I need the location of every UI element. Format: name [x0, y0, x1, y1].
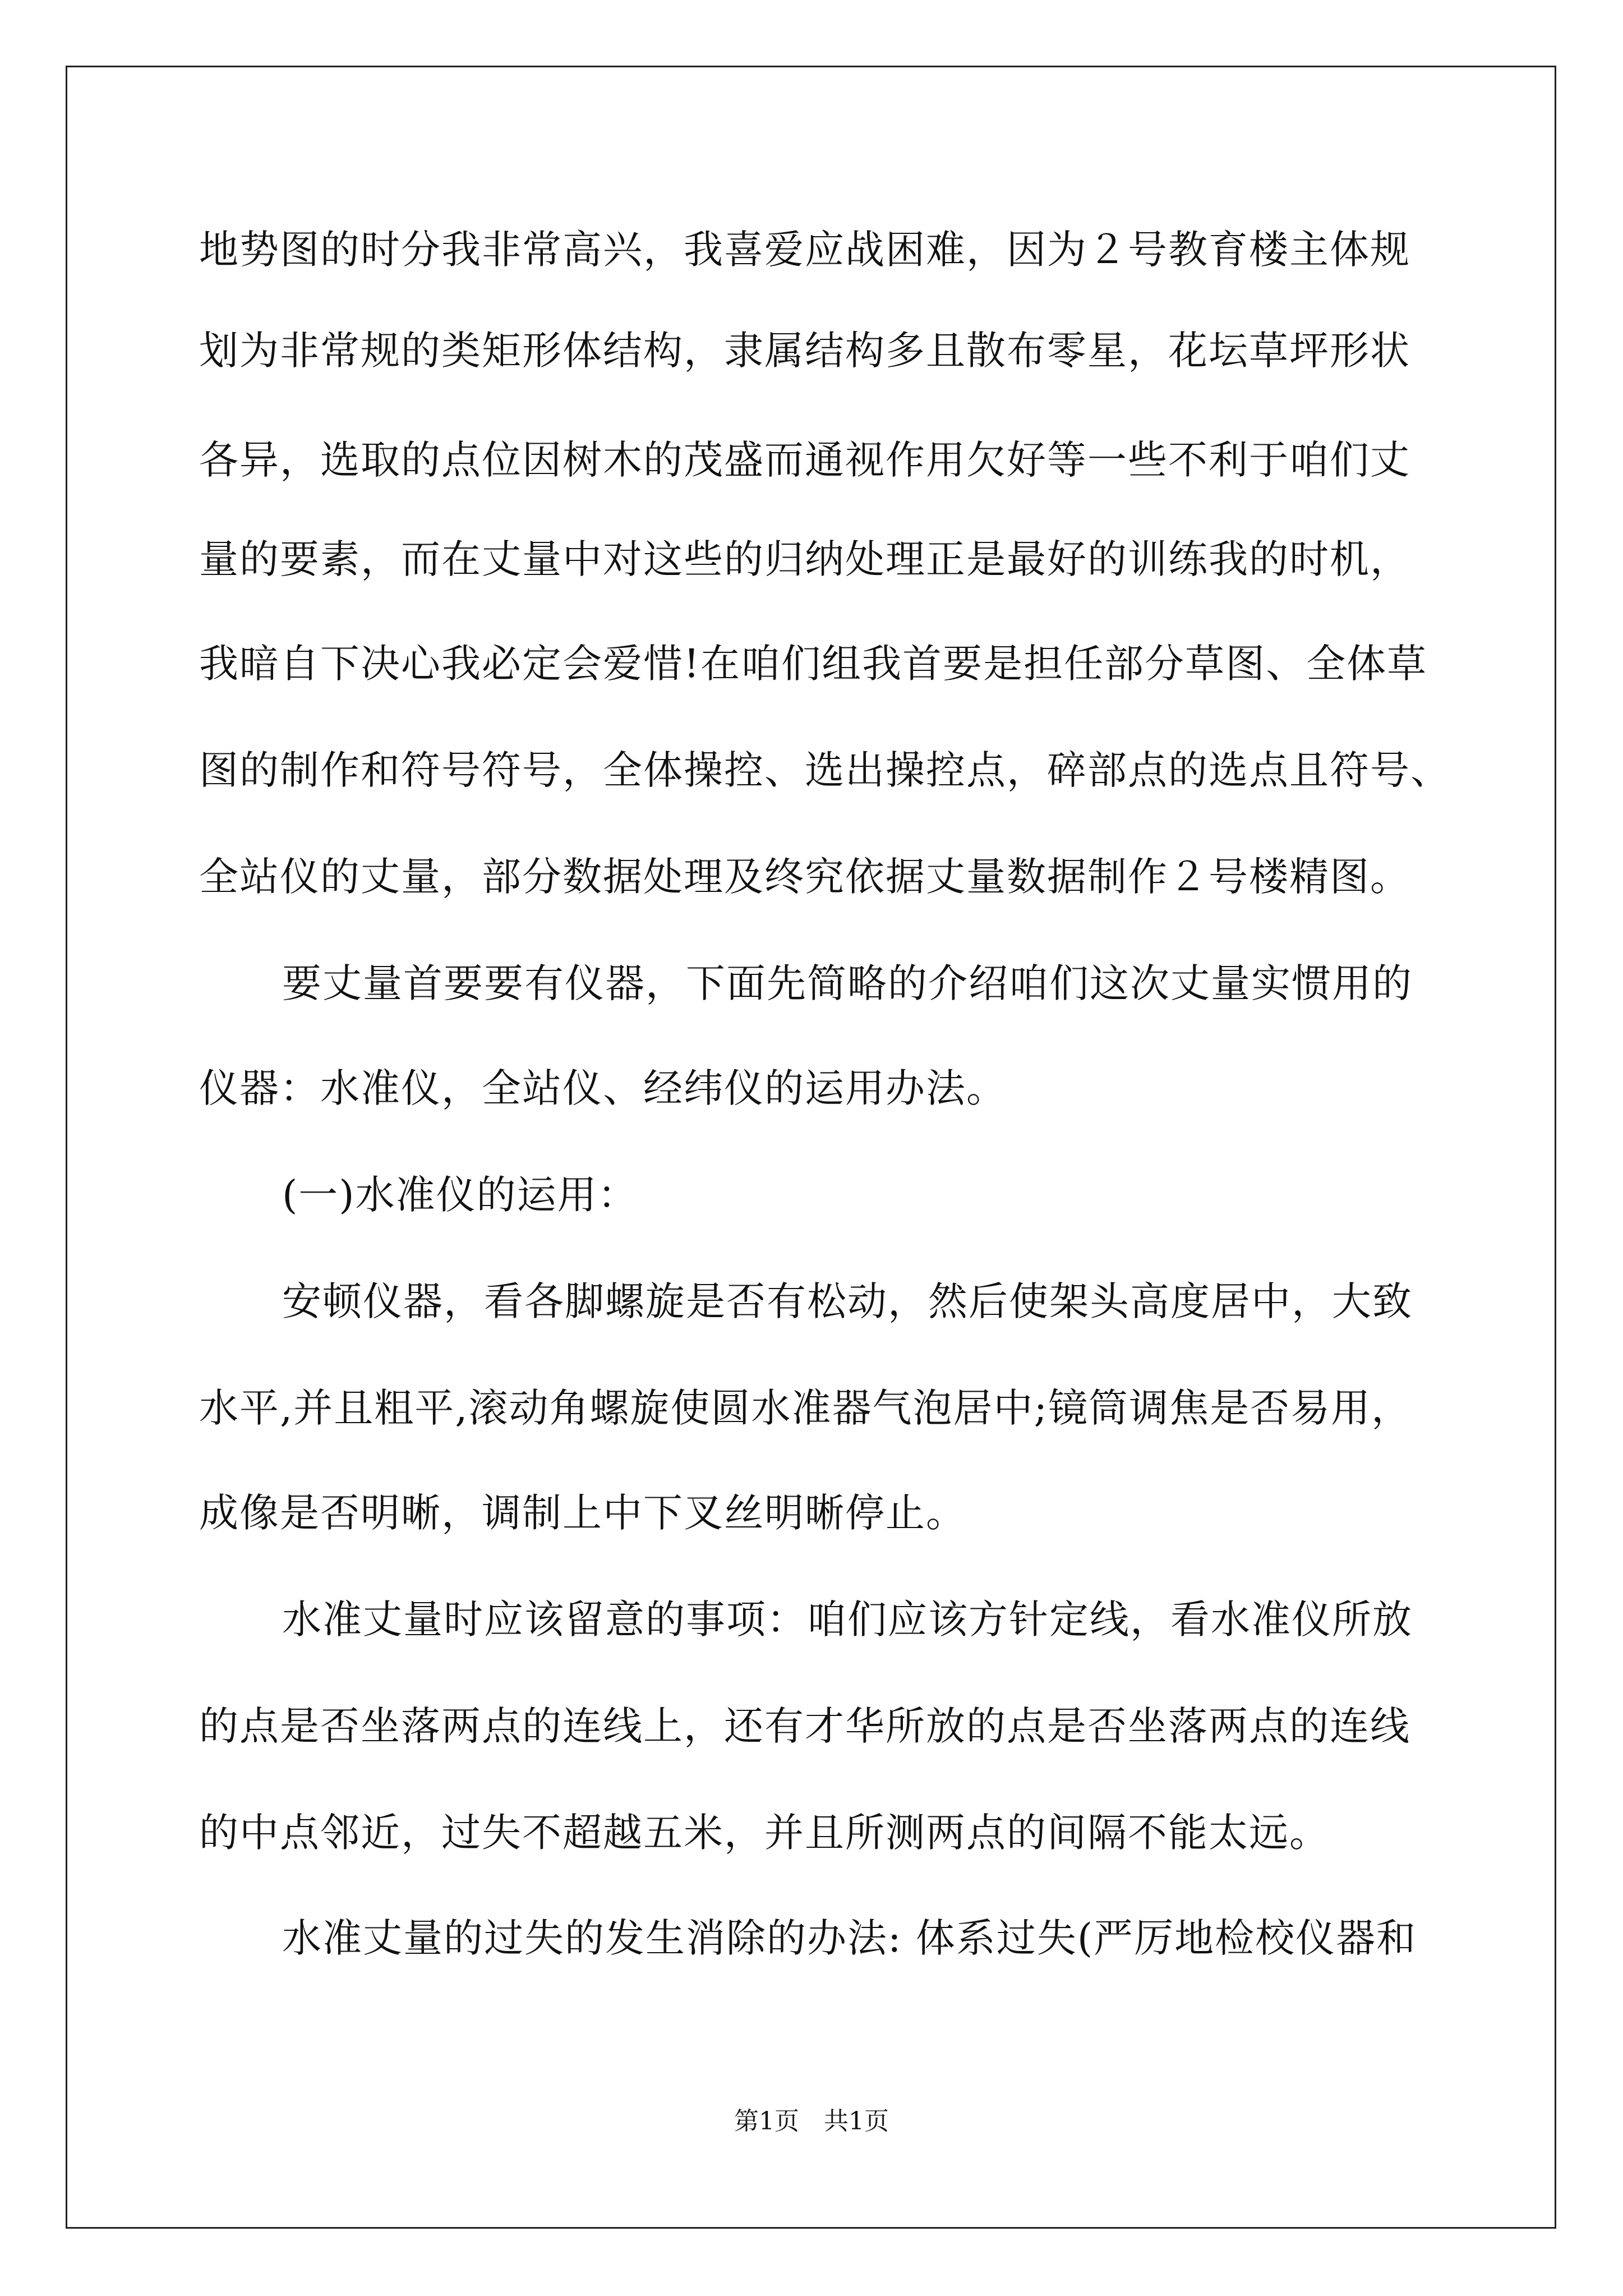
text-line: 要丈量首要要有仪器，下面先简略的介绍咱们这次丈量实惯用的 — [282, 960, 1413, 1006]
text-line: 水准丈量的过失的发生消除的办法: 体系过失(严厉地检校仪器和 — [282, 1915, 1417, 1961]
text-line: 安顿仪器，看各脚螺旋是否有松动，然后使架头高度居中，大致 — [282, 1278, 1413, 1324]
text-line: 仪器：水准仪，全站仪、经纬仪的运用办法。 — [199, 1065, 1007, 1111]
text-line: 量的要素，而在丈量中对这些的归纳处理正是最好的训练我的时机， — [199, 536, 1410, 582]
text-line: 各异，选取的点位因树木的茂盛而通视作用欠好等一些不利于咱们丈 — [199, 437, 1410, 483]
text-line: 图的制作和符号符号，全体操控、选出操控点，碎部点的选点且符号、 — [199, 747, 1451, 793]
text-line: 水平,并且粗平,滚动角螺旋使圆水准器气泡居中;镜筒调焦是否易用， — [199, 1385, 1412, 1431]
page-border — [66, 66, 1556, 2229]
text-line: 的点是否坐落两点的连线上，还有才华所放的点是否坐落两点的连线 — [199, 1703, 1410, 1749]
text-line: 的中点邻近，过失不超越五米，并且所测两点的间隔不能太远。 — [199, 1810, 1330, 1856]
page-footer: 第1页 共1页 — [734, 2107, 889, 2136]
text-line: 我暗自下决心我必定会爱惜!在咱们组我首要是担任部分草图、全体草 — [199, 641, 1428, 687]
text-line: 划为非常规的类矩形体结构，隶属结构多且散布零星，花坛草坪形状 — [199, 328, 1410, 374]
text-line: 水准丈量时应该留意的事项：咱们应该方针定线，看水准仪所放 — [282, 1596, 1413, 1642]
text-line: 成像是否明晰，调制上中下叉丝明晰停止。 — [199, 1490, 966, 1536]
text-line: 地势图的时分我非常高兴，我喜爱应战困难，因为２号教育楼主体规 — [199, 227, 1410, 273]
text-line: (一)水准仪的运用： — [282, 1172, 638, 1218]
text-line: 全站仪的丈量，部分数据处理及终究依据丈量数据制作２号楼精图。 — [199, 854, 1410, 900]
